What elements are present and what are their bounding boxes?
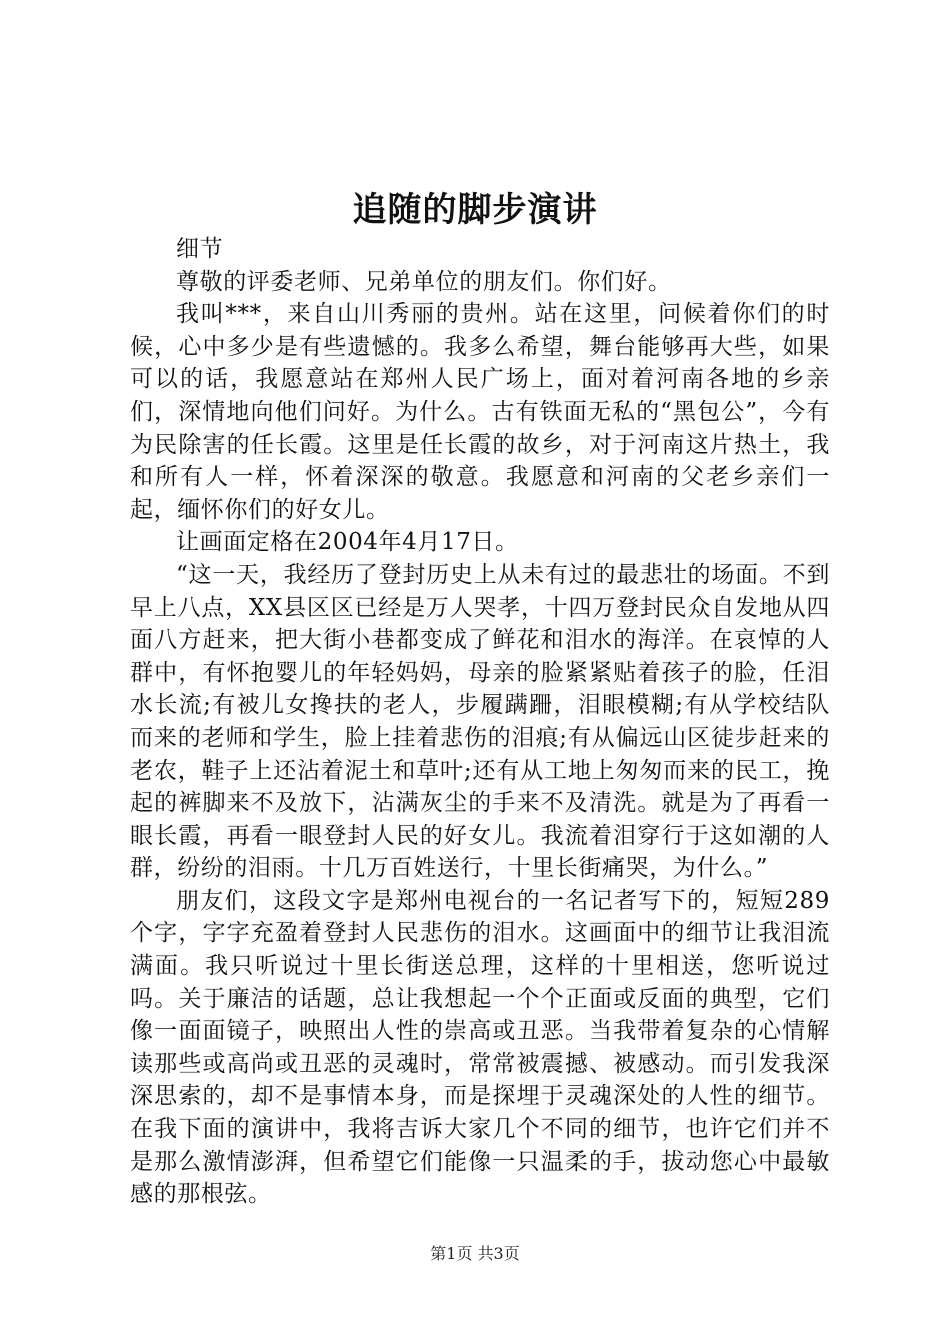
page-footer: 第1页 共3页 [430,1244,520,1263]
document-title: 追随的脚步演讲 [352,190,598,230]
paragraph-introduction: 我叫***，来自山川秀丽的贵州。站在这里，问候着你们的时候，心中多少是有些遗憾的。我多么希望，舞台能够再大些，如果可以的话，我愿意站在郑州人民广场上，面对着河南各地的乡亲们，深情地向他们问好。为什么。古有铁面无私的“黑包公”，今有为民除害的任长霞。这里是任长霞的故乡，对于河南这片热土，我和所有人一样，怀着深深的敬意。我愿意和河南的父老乡亲们一起，缅怀你们的好女儿。 [130,301,830,523]
document-body [130,233,830,1211]
paragraph-greeting: 尊敬的评委老师、兄弟单位的朋友们。你们好。 [176,268,672,295]
paragraph-date: 让画面定格在2004年4月17日。 [176,529,519,556]
paragraph-heading: 细节 [176,236,224,262]
paragraph-quote: “这一天，我经历了登封历史上从未有过的最悲壮的场面。不到早上八点，XX县区区已经是万人哭孝，十四万登封民众自发地从四面八方赶来，把大街小巷都变成了鲜花和泪水的海洋。在哀悼的人群中，有怀抱婴儿的年轻妈妈，母亲的脸紧紧贴着孩子的脸，任泪水长流;有被儿女搀扶的老人，步履蹒跚，泪眼模糊;有从学校结队而来的老师和学生，脸上挂着悲伤的泪痕;有从偏远山区徒步赶来的老农，鞋子上还沾着泥土和草叶;还有从工地上匆匆而来的民工，挽起的裤脚来不及放下，沾满灰尘的手来不及清洗。就是为了再看一眼长霞，再看一眼登封人民的好女儿。我流着泪穿行于这如潮的人群，纷纷的泪雨。十几万百姓送行，十里长街痛哭，为什么。” [130,561,830,882]
paragraph-reflection: 朋友们，这段文字是郑州电视台的一名记者写下的，短短289个字，字字充盈着登封人民悲伤的泪水。这画面中的细节让我泪流满面。我只听说过十里长街送总理，这样的十里相送，您听说过吗。关于廉洁的话题，总让我想起一个个正面或反面的典型，它们像一面面镜子，映照出人性的崇高或丑恶。当我带着复杂的心情解读那些或高尚或丑恶的灵魂时，常常被震撼、被感动。而引发我深深思索的，却不是事情本身，而是探埋于灵魂深处的人性的细节。在我下面的演讲中，我将吉诉大家几个不同的细节，也许它们并不是那么激情澎湃，但希望它们能像一只温柔的手，拔动您心中最敏感的那根弦。 [130,887,830,1208]
